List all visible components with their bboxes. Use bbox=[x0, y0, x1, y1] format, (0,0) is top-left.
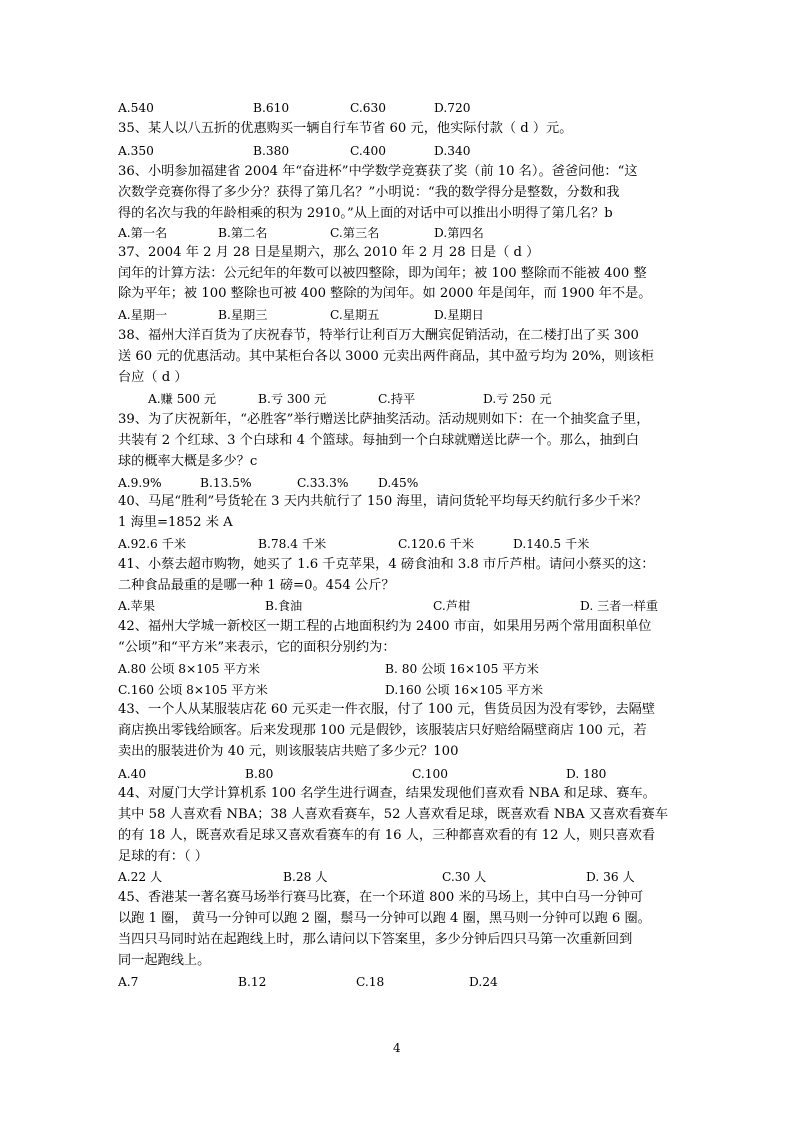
answer-option: B.星期三 bbox=[218, 308, 268, 322]
answer-option: C.120.6 千米 bbox=[398, 537, 474, 551]
answer-option: B.第二名 bbox=[218, 226, 268, 240]
text-line: 其中 58 人喜欢看 NBA；38 人喜欢看赛车，52 人喜欢看足球，既喜欢看 NBA 又喜欢看赛车 bbox=[118, 807, 669, 822]
answer-option: A.40 bbox=[118, 767, 147, 781]
answer-option: C.630 bbox=[350, 101, 387, 115]
text-line: 二种食品最重的是哪一种 1 磅=0。454 公斤？ bbox=[118, 578, 395, 593]
answer-option: C.400 bbox=[350, 144, 387, 158]
answer-option: D.160 公顷 16×105 平方米 bbox=[385, 683, 544, 697]
text-line: 的有 18 人，既喜欢看足球又喜欢看赛车的有 16 人，三种都喜欢看的有 12 人，则只喜欢看 bbox=[118, 828, 656, 843]
text-line: 卖出的服装进价为 40 元，则该服装店共赔了多少元？100 bbox=[118, 744, 459, 759]
text-line: 36、小明参加福建省 2004 年“奋进杯”中学数学竞赛获了奖（前 10 名）。爸爸问他：“这 bbox=[118, 164, 638, 179]
answer-option: A.星期一 bbox=[118, 308, 168, 322]
answer-option: A.7 bbox=[118, 975, 139, 989]
text-line: 39、为了庆祝新年，“必胜客”举行赠送比萨抽奖活动。活动规则如下：在一个抽奖盒子里， bbox=[118, 412, 650, 427]
answer-option: C.第三名 bbox=[330, 226, 380, 240]
answer-option: B.610 bbox=[253, 101, 290, 115]
answer-option: A.92.6 千米 bbox=[118, 537, 187, 551]
answer-option: A.第一名 bbox=[118, 226, 168, 240]
answer-option: A.9.9% bbox=[118, 476, 162, 490]
answer-option: C.18 bbox=[356, 975, 385, 989]
answer-option: D. 三者一样重 bbox=[580, 599, 659, 613]
answer-option: A.540 bbox=[118, 101, 154, 115]
text-line: 台应（ d ） bbox=[118, 370, 188, 385]
answer-option: B.13.5% bbox=[200, 476, 252, 490]
answer-option: D.45% bbox=[378, 476, 419, 490]
answer-option: D.第四名 bbox=[434, 226, 484, 240]
answer-option: D.340 bbox=[434, 144, 471, 158]
text-line: 35、某人以八五折的优惠购买一辆自行车节省 60 元，他实际付款（ d ）元。 bbox=[118, 121, 573, 136]
text-line: 45、香港某一著名赛马场举行赛马比赛，在一个环道 800 米的马场上，其中白马一分钟可 bbox=[118, 890, 644, 905]
answer-option: A.350 bbox=[118, 144, 154, 158]
answer-option: C.持平 bbox=[378, 392, 416, 406]
answer-option: B.380 bbox=[253, 144, 290, 158]
text-line: 42、福州大学城一新校区一期工程的占地面积约为 2400 市亩，如果用另两个常用面积单位 bbox=[118, 619, 652, 634]
answer-option: C.30 人 bbox=[442, 870, 487, 884]
text-line: 43、一个人从某服装店花 60 元买走一件衣服，付了 100 元，售货员因为没有零钞，去隔壁 bbox=[118, 702, 656, 717]
answer-option: C.100 bbox=[412, 767, 449, 781]
answer-option: C.160 公顷 8×105 平方米 bbox=[118, 683, 268, 697]
answer-option: B.12 bbox=[238, 975, 267, 989]
answer-option: D.720 bbox=[434, 101, 471, 115]
text-line: 送 60 元的优惠活动。其中某柜台各以 3000 元卖出两件商品，其中盈亏均为 20%，则该柜 bbox=[118, 349, 654, 364]
answer-option: C.33.3% bbox=[297, 476, 349, 490]
text-line: 球的概率大概是多少？c bbox=[118, 454, 258, 469]
answer-option: B.80 bbox=[245, 767, 274, 781]
answer-option: D.亏 250 元 bbox=[483, 392, 552, 406]
answer-option: A.80 公顷 8×105 平方米 bbox=[118, 662, 260, 676]
answer-option: B.食油 bbox=[265, 599, 303, 613]
answer-option: C.芦柑 bbox=[433, 599, 471, 613]
text-line: 当四只马同时站在起跑线上时，那么请问以下答案里，多少分钟后四只马第一次重新回到 bbox=[118, 932, 633, 947]
answer-option: D.140.5 千米 bbox=[513, 537, 590, 551]
page-number: 4 bbox=[393, 1041, 401, 1055]
text-line: 商店换出零钱给顾客。后来发现那 100 元是假钞，该服装店只好赔给隔壁商店 100 元，若 bbox=[118, 723, 647, 738]
text-line: “公顷”和“平方米”来表示，它的面积分别约为： bbox=[118, 640, 396, 655]
text-line: 41、小蔡去超市购物，她买了 1.6 千克苹果，4 磅食油和 3.8 市斤芦柑。请问小蔡买的这： bbox=[118, 557, 655, 572]
answer-option: C.星期五 bbox=[330, 308, 380, 322]
text-line: 40、马尾“胜利”号货轮在 3 天内共航行了 150 海里，请问货轮平均每天约航行多少千米？ bbox=[118, 494, 647, 509]
answer-option: B.78.4 千米 bbox=[258, 537, 327, 551]
text-line: 闰年的计算方法：公元纪年的年数可以被四整除，即为闰年；被 100 整除而不能被 400 整 bbox=[118, 266, 647, 281]
answer-option: D. 180 bbox=[566, 767, 607, 781]
answer-option: D.24 bbox=[469, 975, 498, 989]
text-line: 除为平年；被 100 整除也可被 400 整除的为闰年。如 2000 年是闰年，而 1900 年不是。 bbox=[118, 286, 652, 301]
text-line: 共装有 2 个红球、3 个白球和 4 个篮球。每抽到一个白球就赠送比萨一个。那么，抽到白 bbox=[118, 433, 639, 448]
answer-option: B.亏 300 元 bbox=[258, 392, 327, 406]
text-line: 37、2004 年 2 月 28 日是星期六，那么 2010 年 2 月 28 日是（ d ） bbox=[118, 245, 540, 260]
text-line: 44、对厦门大学计算机系 100 名学生进行调查，结果发现他们喜欢看 NBA 和足球、赛车。 bbox=[118, 786, 656, 801]
answer-option: A.22 人 bbox=[118, 870, 163, 884]
text-line: 得的名次与我的年龄相乘的积为 2910。”从上面的对话中可以推出小明得了第几名？b bbox=[118, 206, 613, 221]
answer-option: D.星期日 bbox=[434, 308, 484, 322]
answer-option: D. 36 人 bbox=[586, 870, 635, 884]
answer-option: A.苹果 bbox=[118, 599, 156, 613]
answer-option: A.赚 500 元 bbox=[148, 392, 217, 406]
text-line: 以跑 1 圈， 黄马一分钟可以跑 2 圈，鬃马一分钟可以跑 4 圈，黑马则一分钟可以跑 6 圈。 bbox=[118, 911, 651, 926]
text-line: 38、福州大洋百货为了庆祝春节，特举行让利百万大酬宾促销活动，在二楼打出了买 300 bbox=[118, 328, 639, 343]
answer-option: B. 80 公顷 16×105 平方米 bbox=[385, 662, 539, 676]
answer-option: B.28 人 bbox=[283, 870, 328, 884]
text-line: 次数学竞赛你得了多少分？获得了第几名？”小明说：“我的数学得分是整数，分数和我 bbox=[118, 185, 620, 200]
text-line: 同一起跑线上。 bbox=[118, 953, 211, 968]
text-line: 1 海里=1852 米 A bbox=[118, 515, 233, 530]
text-line: 足球的有：（ ） bbox=[118, 849, 208, 864]
